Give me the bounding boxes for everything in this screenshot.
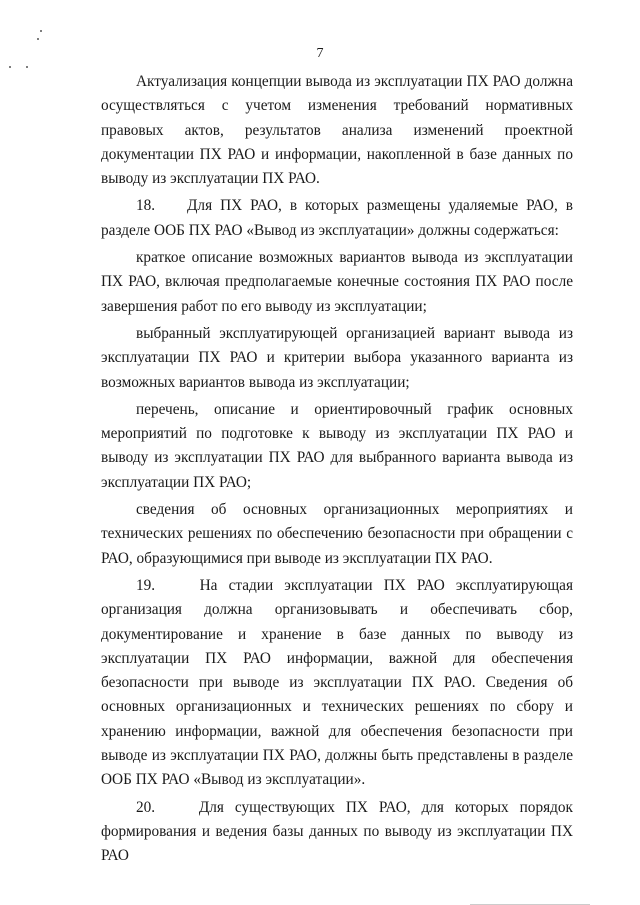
list-item-safety-measures: сведения об основных организационных мероприятиях и технических решениях по обеспечению безопасности при обращении с РАО, образующимися при выводе из эксплуатации ПХ РАО.: [101, 501, 573, 567]
list-item-selected-option: выбранный эксплуатирующей организацией вариант вывода из эксплуатации ПХ РАО и критерии выбора указанного варианта из возможных вариантов вывода из эксплуатации;: [101, 324, 573, 391]
paragraph-19: 19. На стадии эксплуатации ПХ РАО эксплуатирующая организация должна организовывать и обеспечивать сбор, документирование и хранение в базе данных по выводу из эксплуатации ПХ РАО информации, важной для обеспечения безопасности при выводе из эксплуатации ПХ РАО. Сведения об основных организационных и технических решениях по сбору и хранению информации, важной для обеспечения безопасности при выводе из эксплуатации ПХ РАО, должны быть представлены в разделе ООБ ПХ РАО «Вывод из эксплуатации».: [101, 576, 573, 789]
scan-artifact: [9, 66, 11, 68]
list-item-options: краткое описание возможных вариантов вывода из эксплуатации ПХ РАО, включая предполагаемые конечные состояния ПХ РАО после завершения работ по его выводу из эксплуатации;: [101, 249, 573, 315]
list-item-schedule: перечень, описание и ориентировочный график основных мероприятий по подготовке к выводу из эксплуатации ПХ РАО и выводу из эксплуатации ПХ РАО для выбранного варианта вывода из эксплуатации ПХ РАО;: [101, 400, 573, 491]
scan-artifact: [37, 38, 39, 40]
document-body: [101, 70, 573, 872]
paragraph-18: 18. Для ПХ РАО, в которых размещены удаляемые РАО, в разделе ООБ ПХ РАО «Вывод из эксплуатации» должны содержаться:: [101, 197, 573, 239]
scan-artifact: [40, 30, 42, 32]
paragraph-actualization: Актуализация концепции вывода из эксплуатации ПХ РАО должна осуществляться с учетом изменения требований нормативных правовых актов, результатов анализа изменений проектной документации ПХ РАО и информации, накопленной в базе данных по выводу из эксплуатации ПХ РАО.: [101, 73, 573, 188]
scan-artifact: [26, 66, 28, 68]
page-number: 7: [316, 46, 324, 61]
paragraph-20: 20. Для существующих ПХ РАО, для которых порядок формирования и ведения базы данных по выводу из эксплуатации ПХ РАО: [101, 798, 573, 865]
